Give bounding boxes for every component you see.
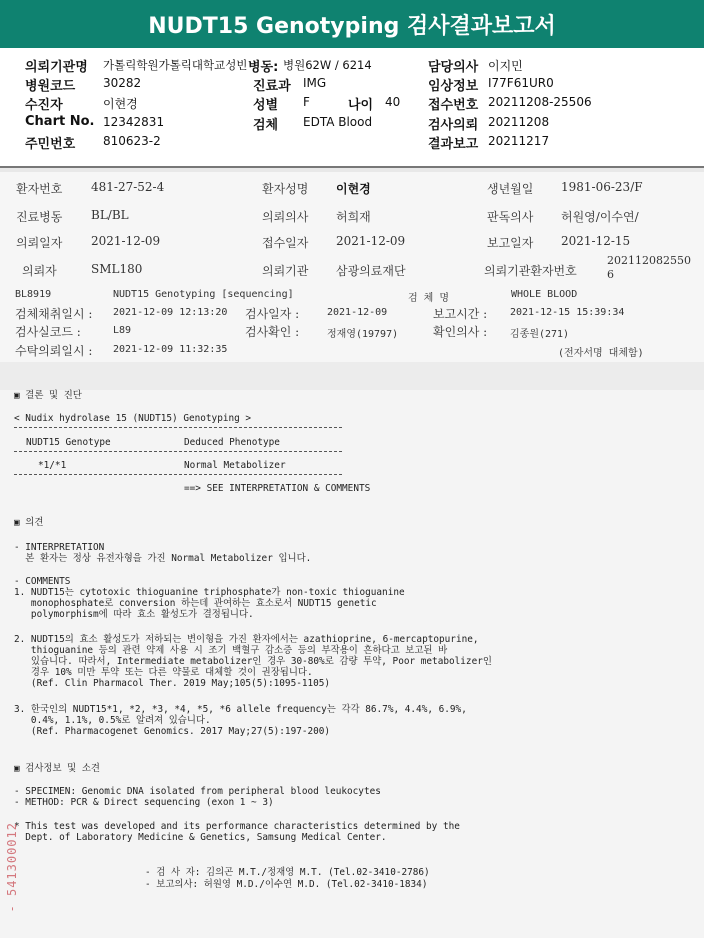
value-rep-date: 2021-12-15 — [561, 234, 631, 248]
value-collect: 2021-12-09 12:13:20 — [113, 307, 228, 318]
label-verify: 확인의사 : — [433, 325, 488, 339]
value-age: 40 — [385, 95, 401, 109]
comment-1: 1. NUDT15는 cytotoxic thioguanine triphosphate가 non-toxic thioguanine monophosphate로 conversion 하는데 관여하는 효소로서 NUDT15 genetic polymorphism에 따라 효소 활성도가 결정됩니다. — [14, 587, 405, 620]
value-patient-name: 이현경 — [336, 182, 371, 196]
exam-name: NUDT15 Genotyping [sequencing] — [113, 289, 294, 300]
label-clinical-info: 임상정보 — [428, 79, 479, 94]
label-accession: 접수번호 — [428, 98, 479, 113]
label-sex: 성별 — [253, 98, 279, 113]
label-specimen-name: 검 체 명 — [408, 293, 450, 304]
value-accession: 20211208-25506 — [488, 95, 592, 109]
value-sex: F — [303, 95, 310, 109]
label-confirm: 검사확인 : — [245, 325, 300, 339]
label-recv-date: 접수일자 — [262, 236, 309, 250]
label-patient-no: 환자번호 — [16, 182, 63, 196]
table-rule-bottom — [14, 474, 342, 475]
label-test-date: 검사일자 : — [245, 307, 300, 321]
value-ref-inst-patient-no: 202112082550 — [607, 254, 691, 267]
section-result: ▣ 결론 및 진단 — [14, 390, 82, 401]
value-specimen-name: WHOLE BLOOD — [511, 289, 578, 300]
value-requester: SML180 — [91, 262, 143, 276]
value-ref-inst: 삼광의료재단 — [336, 264, 406, 278]
comment-2: 2. NUDT15의 효소 활성도가 저하되는 변이형을 가진 환자에서는 azathioprine, 6-mercaptopurine, thioguanine 등의 관련 약제 사용 시 조기 백혈구 감소증 등의 부작용이 흔하다고 보고된 바 있습니다. 따라서, Intermediate metabolizer인 경우 30-80%로 감량 투약, Poor metabolizer인 경우 10% 미만 투약 또는 다른 약물로 대체할 것이 권장됩니다. (Ref. Clin Pharmacol Ther. 2019 May;105(5):1095-1105) — [14, 634, 492, 689]
label-doctor: 담당의사 — [428, 60, 479, 75]
phenotype-value: Normal Metabolizer — [184, 460, 286, 471]
value-recv-date: 2021-12-09 — [336, 234, 406, 248]
gene-title: < Nudix hydrolase 15 (NUDT15) Genotyping > — [14, 413, 252, 424]
value-report-date: 20211217 — [488, 134, 550, 148]
separator-band — [0, 362, 704, 390]
genotype-value: *1/*1 — [38, 460, 67, 471]
value-hospital-code: 30282 — [103, 76, 142, 90]
label-ref-inst: 의뢰기관 — [262, 264, 309, 278]
label-ref-inst-patient-no: 의뢰기관환자번호 — [484, 264, 577, 278]
comments-heading: - COMMENTS — [14, 576, 71, 587]
report-title: NUDT15 Genotyping 검사결과보고서 — [0, 0, 704, 48]
value-resident-no: 810623-2 — [103, 134, 161, 148]
value-doctor: 이지민 — [488, 59, 523, 73]
value-room: L89 — [113, 325, 132, 336]
value-department: IMG — [303, 76, 327, 90]
see-interpretation: ==> SEE INTERPRETATION & COMMENTS — [184, 483, 371, 494]
patient-info — [0, 172, 704, 362]
specimen-line: - SPECIMEN: Genomic DNA isolated from peripheral blood leukocytes — [14, 786, 381, 797]
disclaimer-note: * This test was developed and its performance characteristics determined by the Dept. of Laboratory Medicine & Genetics, Samsung Medical Center. — [14, 821, 460, 843]
institution-info — [0, 48, 704, 166]
value-received: 2021-12-09 11:32:35 — [113, 344, 228, 355]
label-received: 수탁의뢰일시 : — [15, 344, 93, 358]
label-birth: 생년월일 — [487, 182, 534, 196]
label-hospital-code: 병원코드 — [25, 79, 76, 94]
label-ref-doctor: 의뢰의사 — [262, 210, 309, 224]
reporter-line: - 보고의사: 허원영 M.D./이수연 M.D. (Tel.02-3410-1834) — [145, 879, 428, 890]
value-specimen: EDTA Blood — [303, 115, 373, 129]
label-rep-date: 보고일자 — [487, 236, 534, 250]
interpretation-text: 본 환자는 정상 유전자형을 가진 Normal Metabolizer 입니다. — [14, 553, 312, 564]
table-rule-top — [14, 427, 342, 428]
label-report-time: 보고시간 : — [433, 307, 488, 321]
value-clinical-info: I77F61UR0 — [488, 76, 554, 90]
label-room: 검사실코드 : — [15, 325, 81, 339]
value-ward: 병원62W / 6214 — [283, 58, 372, 72]
esign-note: (전자서명 대체함) — [558, 348, 644, 359]
label-request-date: 검사의뢰 — [428, 118, 479, 133]
value-request-date: 20211208 — [488, 115, 550, 129]
method-line: - METHOD: PCR & Direct sequencing (exon 1 ~ 3) — [14, 797, 274, 808]
value-verify: 김종원(271) — [510, 329, 570, 340]
value-reading-doctor: 허원영/이수연/ — [561, 210, 639, 224]
tester-line: - 검 사 자: 김의곤 M.T./정재영 M.T. (Tel.02-3410-2786) — [145, 867, 430, 878]
label-ref-date: 의뢰일자 — [16, 236, 63, 250]
value-ward2: BL/BL — [91, 208, 129, 222]
value-ref-date: 2021-12-09 — [91, 234, 161, 248]
value-chart-no: 12342831 — [103, 115, 165, 129]
label-age: 나이 — [348, 98, 374, 113]
label-reading-doctor: 판독의사 — [487, 210, 534, 224]
label-resident-no: 주민번호 — [25, 137, 76, 152]
label-patient: 수진자 — [25, 98, 63, 113]
label-collect: 검체채취일시 : — [15, 307, 93, 321]
value-test-date: 2021-12-09 — [327, 307, 388, 318]
label-institution: 의뢰기관명 — [25, 60, 88, 75]
exam-code: BL8919 — [15, 289, 52, 300]
label-chart-no: Chart No. — [25, 114, 95, 129]
label-department: 진료과 — [253, 79, 291, 94]
col-genotype: NUDT15 Genotype — [26, 437, 111, 448]
value-patient: 이현경 — [103, 97, 138, 111]
value-institution: 가톨릭학원가톨릭대학교성빈 — [103, 58, 248, 72]
value-ref-doctor: 허희재 — [336, 210, 371, 224]
label-specimen: 검체 — [253, 118, 279, 133]
col-phenotype: Deduced Phenotype — [184, 437, 280, 448]
value-birth: 1981-06-23/F — [561, 180, 643, 194]
value-ref-inst-patient-no-2: 6 — [607, 268, 614, 281]
label-report-date: 결과보고 — [428, 137, 479, 152]
value-confirm: 정재영(19797) — [327, 329, 399, 340]
section-info: ▣ 검사정보 및 소견 — [14, 763, 100, 774]
label-ward2: 진료병동 — [16, 210, 63, 224]
section-opinion: ▣ 의견 — [14, 517, 44, 528]
label-ward: 병동: — [248, 60, 279, 75]
value-report-time: 2021-12-15 15:39:34 — [510, 307, 625, 318]
comment-3: 3. 한국인의 NUDT15*1, *2, *3, *4, *5, *6 allele frequency는 각각 86.7%, 4.4%, 6.9%, 0.4%, 1.1%, 0.5%로 알려져 있습니다. (Ref. Pharmacogenet Genomics. 2017 May;27(5):197-200) — [14, 704, 467, 737]
label-requester: 의뢰자 — [22, 264, 57, 278]
label-patient-name: 환자성명 — [262, 182, 309, 196]
value-patient-no: 481-27-52-4 — [91, 180, 165, 194]
interpretation-heading: - INTERPRETATION — [14, 542, 105, 553]
side-serial-stamp: - 541300012 — [5, 822, 19, 913]
table-rule-mid — [14, 451, 342, 452]
